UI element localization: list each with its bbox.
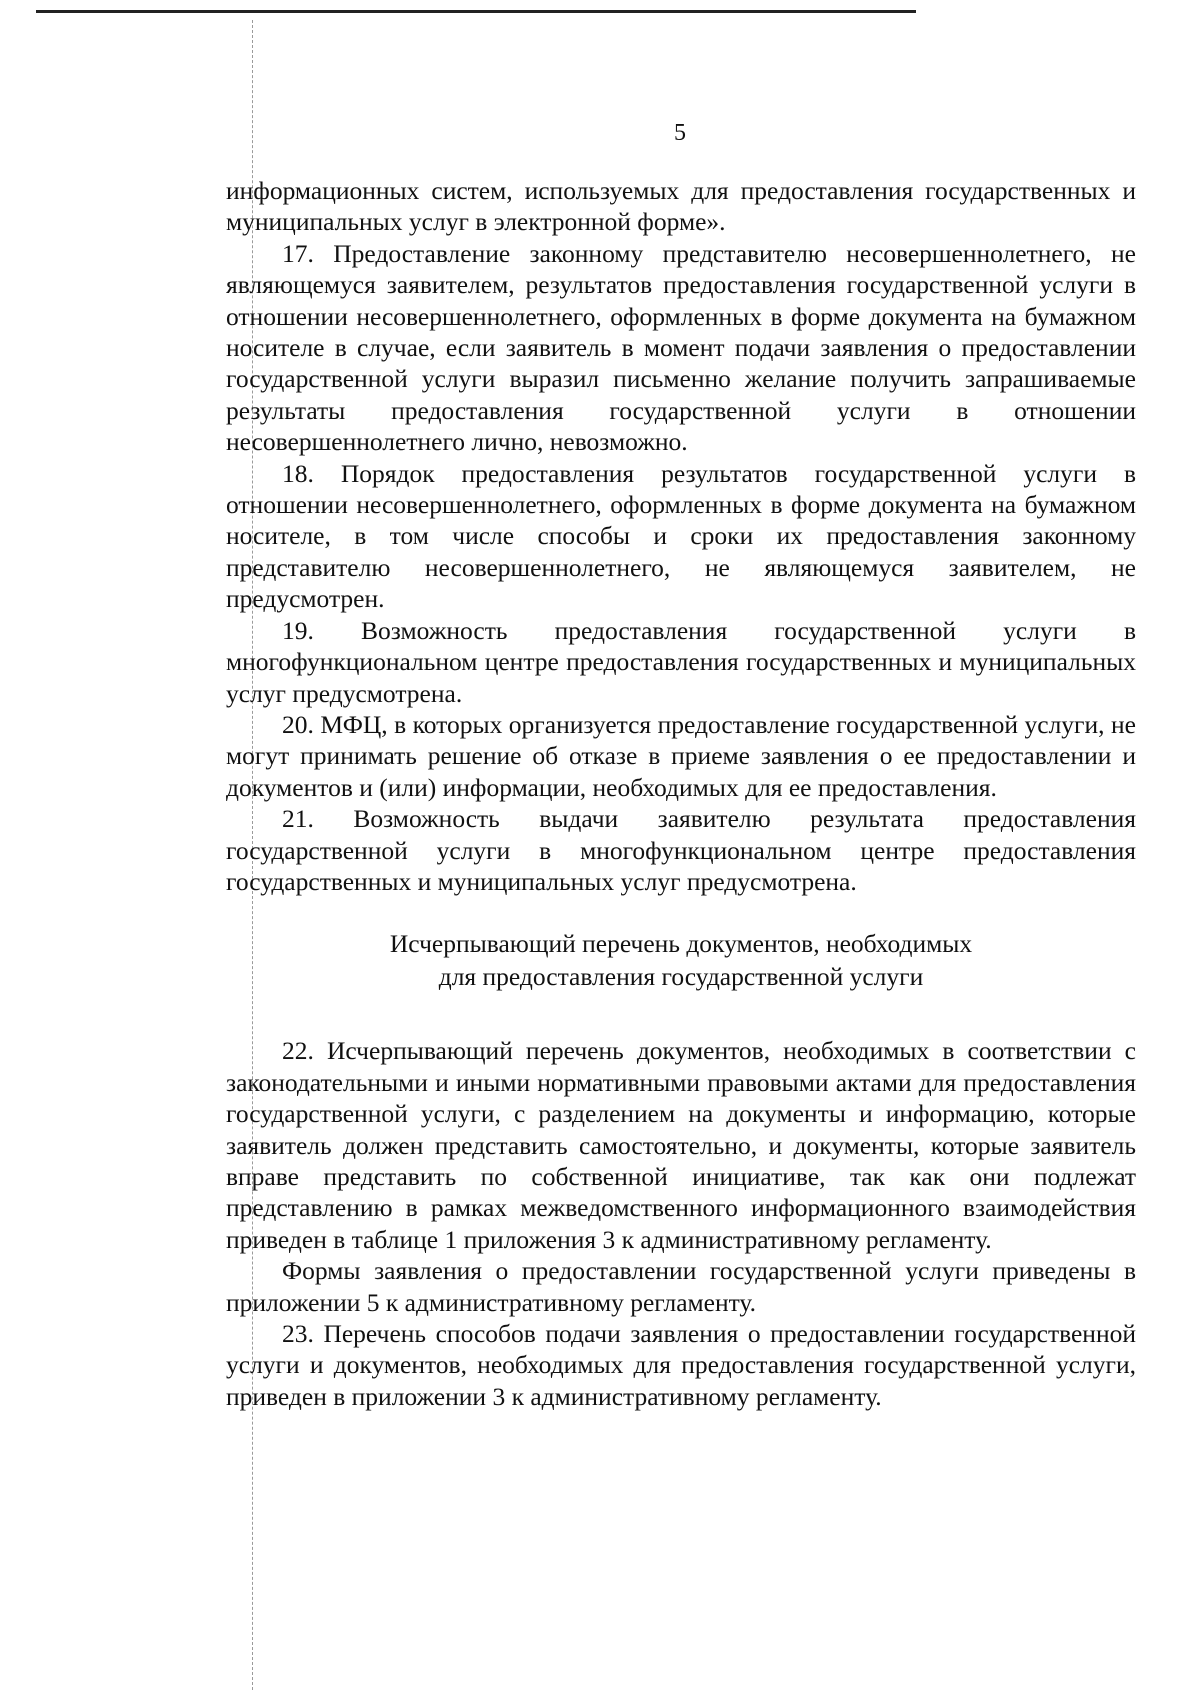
- paragraph-21: 21. Возможность выдачи заявителю результата предоставления государственной услуги в многофункциональном центре предоставления государственных и муниципальных услуг предусмотрена.: [226, 804, 1136, 896]
- page-number: 5: [674, 120, 686, 146]
- paragraph-19: 19. Возможность предоставления государственной услуги в многофункциональном центре предоставления государственных и муниципальных услуг предусмотрена.: [226, 615, 1136, 708]
- section-heading-line-1: Исчерпывающий перечень документов, необходимых: [389, 929, 973, 959]
- paragraph-20: 20. МФЦ, в которых организуется предоставление государственной услуги, не могут принимать решение об отказе в приеме заявления о ее предоставлении и документов и (или) информации, необходимых для ее предоставления.: [226, 709, 1136, 802]
- section-heading-line-2: для предоставления государственной услуги: [438, 962, 924, 992]
- paragraph-23: 23. Перечень способов подачи заявления о предоставлении государственной услуги и документов, необходимых для предоставления государственной услуги, приведен в приложении 3 к административному регламенту.: [226, 1319, 1136, 1411]
- paragraph-17: 17. Предоставление законному представителю несовершеннолетнего, не являющемуся заявителем, результатов предоставления государственной услуги в отношении несовершеннолетнего, оформленных в форме документа на бумажном носителе в случае, если заявитель в момент подачи заявления о предоставлении государственной услуги выразил письменно желание получить запрашиваемые результаты предоставления государственной услуги в отношении несовершеннолетнего лично, невозможно.: [226, 238, 1136, 457]
- paragraph-22: 22. Исчерпывающий перечень документов, необходимых в соответствии с законодательными и иными нормативными правовыми актами для предоставления государственной услуги, с разделением на документы и информацию, которые заявитель должен представить самостоятельно, и документы, которые заявитель вправе представить по собственной инициативе, так как они подлежат представлению в рамках межведомственного информационного взаимодействия приведен в таблице 1 приложения 3 к административному регламенту.: [226, 1036, 1136, 1254]
- document-body: [226, 175, 1136, 1412]
- paragraph-18: 18. Порядок предоставления результатов государственной услуги в отношении несовершеннолетнего, оформленных в форме документа на бумажном носителе, в том числе способы и сроки их предоставления законному представителю несовершеннолетнего, не являющемуся заявителем, не предусмотрен.: [226, 458, 1136, 614]
- paragraph-22-forms: Формы заявления о предоставлении государственной услуги приведены в приложении 5 к административному регламенту.: [226, 1256, 1136, 1317]
- paragraph-16-continuation: информационных систем, используемых для предоставления государственных и муниципальных услуг в электронной форме».: [226, 176, 1136, 237]
- section-heading: [226, 927, 1136, 993]
- top-border-line: [36, 10, 916, 13]
